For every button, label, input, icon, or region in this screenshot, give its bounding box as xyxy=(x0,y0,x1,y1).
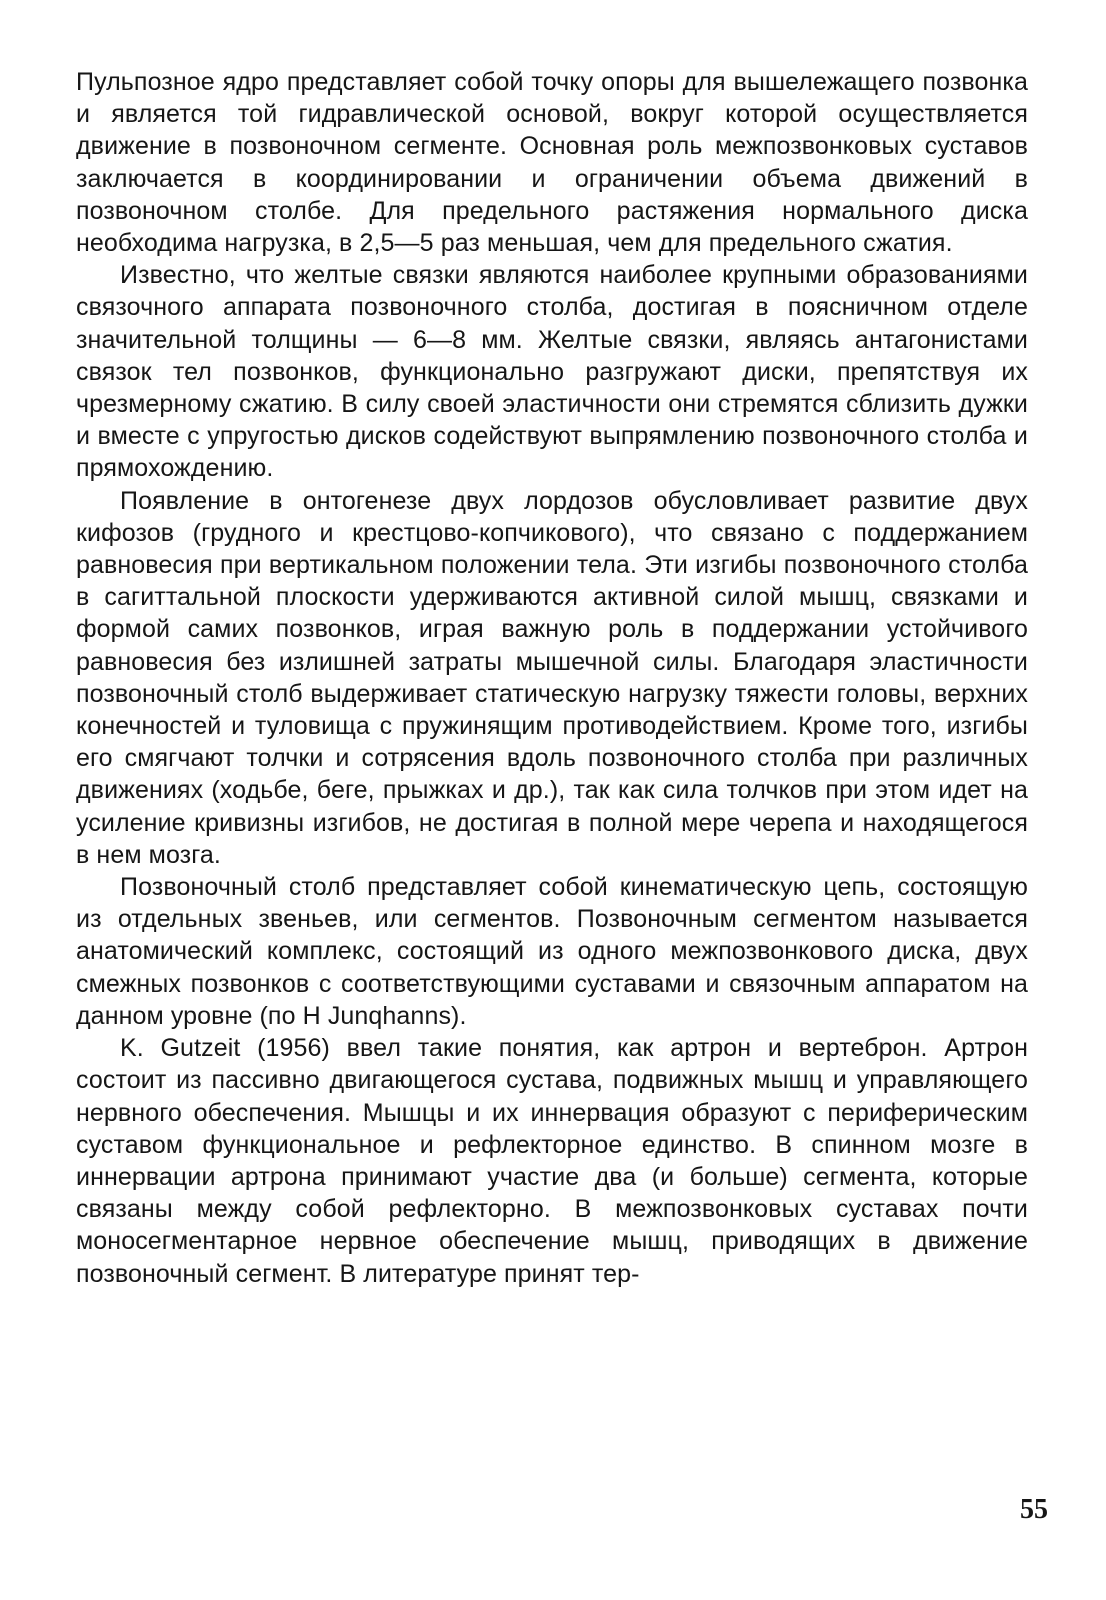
paragraph-artron-vertebron: K. Gutzeit (1956) ввел такие понятия, как артрон и вертеброн. Артрон состоит из пассивно двигающегося сустава, подвижных мышц и управляющего нервного обеспечения. Мышцы и их иннервация образуют с периферическим суставом функциональное и рефлекторное единство. В спинном мозге в иннервации артрона принимают участие два (и больше) сегмента, которые связаны между собой рефлекторно. В межпозвонковых суставах почти моносегментарное нервное обеспечение мышц, приводящих в движение позвоночный сегмент. В литературе принят тер- xyxy=(76,1034,1028,1288)
page-number: 55 xyxy=(1020,1494,1048,1525)
paragraph-spinal-curves: Появление в онтогенезе двух лордозов обусловливает развитие двух кифозов (грудного и крестцово-копчикового), что связано с поддержанием равновесия при вертикальном положении тела. Эти изгибы позвоночного столба в сагиттальной плоскости удерживаются активной силой мышц, связками и формой самих позвонков, играя важную роль в поддержании устойчивого равновесия без излишней затраты мышечной силы. Благодаря эластичности позвоночный столб выдерживает статическую нагрузку тяжести головы, верхних конечностей и туловища с пружинящим противодействием. Кроме того, изгибы его смягчают толчки и сотрясения вдоль позвоночного столба при различных движениях (ходьбе, беге, прыжках и др.), так как сила толчков при этом идет на усиление кривизны изгибов, не достигая в полной мере черепа и находящегося в нем мозга. xyxy=(76,486,1028,869)
text-column xyxy=(76,66,1028,1290)
paragraph-yellow-ligaments: Известно, что желтые связки являются наиболее крупными образованиями связочного аппарата позвоночного столба, достигая в поясничном отделе значительной толщины — 6—8 мм. Желтые связки, являясь антагонистами связок тел позвонков, функционально разгружают диски, препятствуя их чрезмерному сжатию. В силу своей эластичности они стремятся сблизить дужки и вместе с упругостью дисков содействуют выпрямлению позвоночного столба и прямохождению. xyxy=(76,261,1028,483)
paragraph-nucleus-pulposus: Пульпозное ядро представляет собой точку опоры для вышележащего позвонка и является той гидравлической основой, вокруг которой осуществляется движение в позвоночном сегменте. Основная роль межпозвонковых суставов заключается в координировании и ограничении объема движений в позвоночном столбе. Для предельного растяжения нормального диска необходима нагрузка, в 2,5—5 раз меньшая, чем для предельного сжатия. xyxy=(76,68,1028,258)
paragraph-spinal-segment: Позвоночный столб представляет собой кинематическую цепь, состоящую из отдельных звеньев, или сегментов. Позвоночным сегментом называется анатомический комплекс, состоящий из одного межпозвонкового диска, двух смежных позвонков с соответствующими суставами и связочным аппаратом на данном уровне (по H Junqhanns). xyxy=(76,873,1028,1030)
